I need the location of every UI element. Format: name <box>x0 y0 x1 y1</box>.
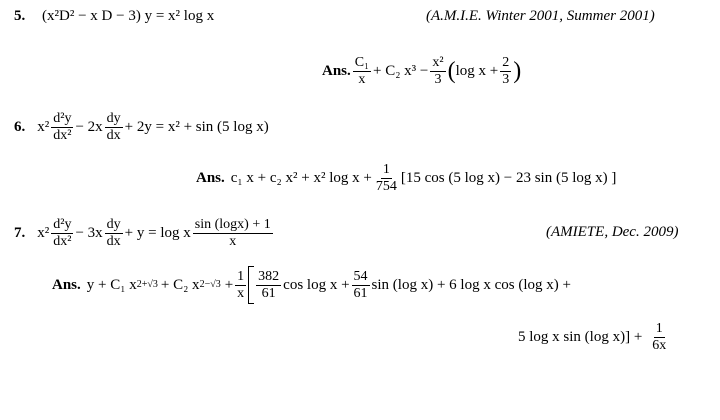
problem-5-equation: (x²D² − x D − 3) y = x² log x <box>42 8 215 24</box>
answer-term: + C₂ x³ − <box>372 62 429 79</box>
problem-6-answer <box>196 156 616 200</box>
rhs-fraction: $\frac{\sin (\log x) + 1}{x}$ <box>194 216 271 249</box>
answer-term: + <box>224 276 234 293</box>
answer-term: sin (log x) + 6 log x cos (log x) + <box>371 276 571 293</box>
equation-term: − 3x <box>75 224 103 241</box>
left-paren: ( <box>447 57 456 84</box>
answer-term: cos log x + <box>283 276 350 293</box>
problem-7-answer: Ans. y + C₁ x 2+√3 + C₂ x 2−√3 + $\frac{1}{x}$ $\frac{382}{61}$ cos log x + $\frac{54}{61}$ sin (log x) + 6 log x cos (log x) + <box>52 262 571 308</box>
derivative-d1: $\frac{dy}{dx}$ <box>106 110 121 143</box>
derivative-d2: $\frac{\text{d²y}}{\text{dx²}}$ <box>53 216 72 249</box>
answer-term: 5 log x sin (log x)] + <box>518 328 643 345</box>
problem-5-number: 5. <box>14 8 26 24</box>
answer-term: + C₂ x <box>160 276 200 293</box>
answer-term: y + C₁ x <box>86 276 137 293</box>
equation-term: x² <box>37 224 50 241</box>
fraction: $\frac{\text{x²}}{3}$ <box>432 54 444 87</box>
equation-term: x² <box>37 118 50 135</box>
derivative-d1: $\frac{dy}{dx}$ <box>106 216 121 249</box>
problem-7-number: 7. <box>14 224 26 241</box>
equation-term: + y = log x <box>124 224 191 241</box>
right-paren: ) <box>513 57 522 84</box>
fraction: $\frac{1}{6x}$ <box>652 320 667 353</box>
answer-term: c₁ x + c₂ x² + x² log x + <box>230 169 372 186</box>
fraction: $\frac{1}{754}$ <box>375 161 397 194</box>
fraction: $\frac{2}{3}$ <box>502 54 510 87</box>
fraction: $\frac{54}{61}$ <box>353 268 368 301</box>
problem-6-number: 6. <box>14 118 26 135</box>
problem-5-answer <box>322 46 521 96</box>
answer-label: Ans. <box>196 169 225 186</box>
equation-term: + 2y = x² + sin (5 log x) <box>124 118 269 135</box>
problem-5-source: (A.M.I.E. Winter 2001, Summer 2001) <box>426 8 655 24</box>
problem-6-equation <box>14 104 269 150</box>
answer-label: Ans. <box>322 62 351 79</box>
derivative-d2: $\frac{\text{d²y}}{\text{dx²}}$ <box>53 110 72 143</box>
answer-term: [15 cos (5 log x) − 23 sin (5 log x) ] <box>400 169 617 186</box>
fraction: $\frac{1}{x}$ <box>237 268 245 301</box>
answer-term: log x + <box>455 62 499 79</box>
answer-label: Ans. <box>52 276 81 293</box>
fraction: $\frac{382}{61}$ <box>258 268 280 301</box>
problem-7-source: (AMIETE, Dec. 2009) <box>546 224 679 240</box>
problem-7-answer-line2 <box>518 314 670 360</box>
left-bracket <box>248 266 254 304</box>
equation-term: − 2x <box>75 118 103 135</box>
problem-7-equation <box>14 208 275 258</box>
fraction: $\frac{\text{C₁}}{x}$ <box>354 54 369 87</box>
